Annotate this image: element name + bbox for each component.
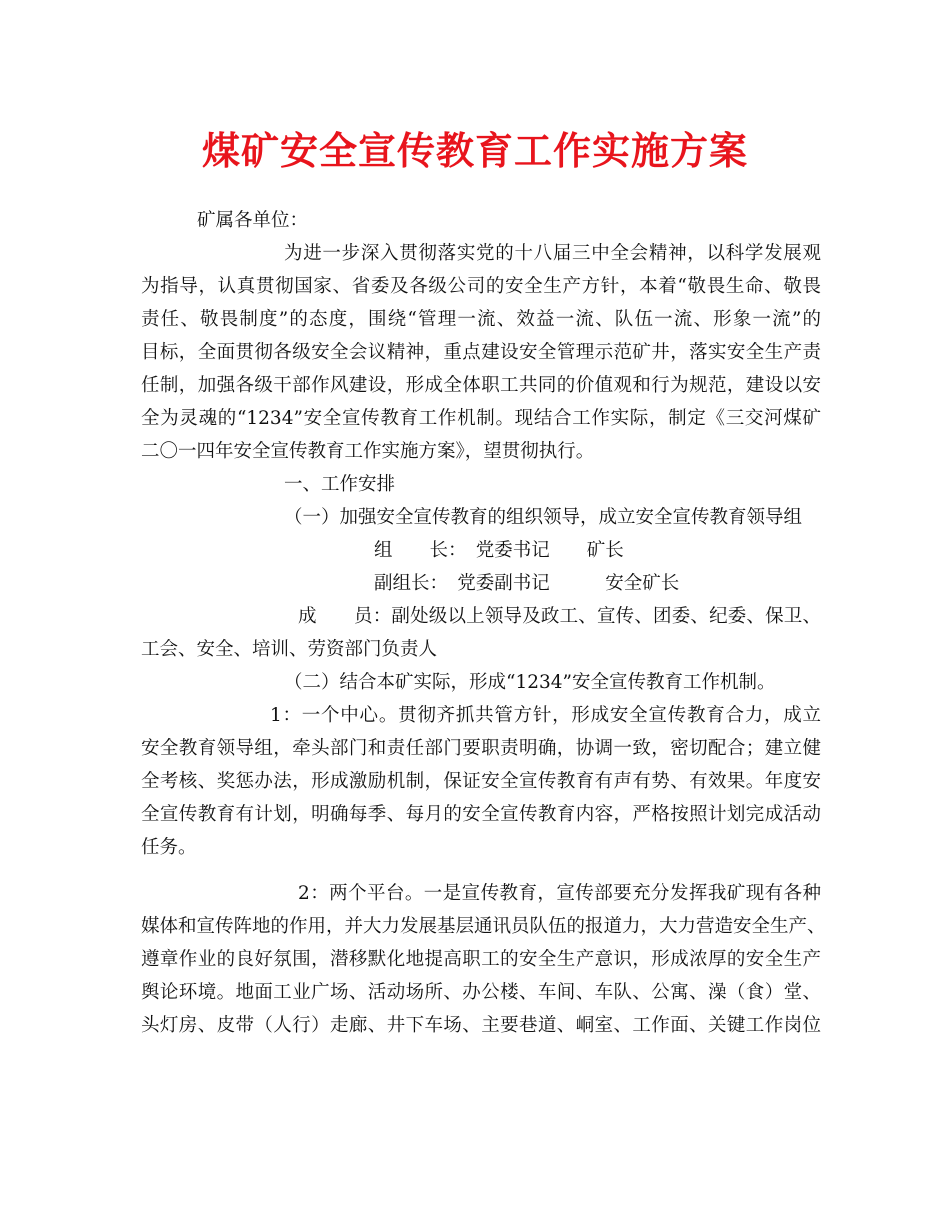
paragraph-line: 二〇一四年安全宣传教育工作实施方案》，望贯彻执行。	[141, 441, 595, 462]
paragraph-line: 全宣传教育有计划，明确每季、每月的安全宣传教育内容，严格按照计划完成活动	[141, 804, 821, 825]
paragraph-line: 媒体和宣传阵地的作用，并大力发展基层通讯员队伍的报道力，大力营造安全生产、	[141, 916, 826, 937]
paragraph-line: 目标，全面贯彻各级安全会议精神，重点建设安全管理示范矿井，落实安全生产责	[141, 342, 821, 363]
leader-line: 组 长： 党委书记 矿长	[374, 540, 624, 561]
paragraph-line: 为进一步深入贯彻落实党的十八届三中全会精神，以科学发展观	[284, 243, 821, 264]
paragraph-line: 为指导，认真贯彻国家、省委及各级公司的安全生产方针，本着“敬畏生命、敬畏	[141, 276, 821, 297]
paragraph-line: 全考核、奖惩办法，形成激励机制，保证安全宣传教育有声有势、有效果。年度安	[141, 771, 821, 792]
paragraph-line: 责任、敬畏制度”的态度，围绕“管理一流、效益一流、队伍一流、形象一流”的	[141, 309, 821, 330]
paragraph-line: 任务。	[141, 837, 197, 858]
paragraph-line: 舆论环境。地面工业广场、活动场所、办公楼、车间、车队、公寓、澡（食）堂、	[141, 982, 821, 1003]
members-line: 工会、安全、培训、劳资部门负责人	[141, 639, 438, 660]
section-heading: 一、工作安排	[284, 474, 396, 495]
paragraph-line: 头灯房、皮带（人行）走廊、井下车场、主要巷道、峒室、工作面、关键工作岗位	[141, 1015, 821, 1036]
paragraph-line: 任制，加强各级干部作风建设，形成全体职工共同的价值观和行为规范，建设以安	[141, 375, 821, 396]
members-line: 成 员：副处级以上领导及政工、宣传、团委、纪委、保卫、	[298, 606, 821, 627]
subsection-heading: （二）结合本矿实际，形成“1234”安全宣传教育工作机制。	[284, 672, 776, 693]
deputy-leader-line: 副组长： 党委副书记 安全矿长	[374, 573, 680, 594]
paragraph-line: 遵章作业的良好氛围，潜移默化地提高职工的安全生产意识，形成浓厚的安全生产	[141, 949, 821, 970]
salutation: 矿属各单位：	[197, 210, 309, 231]
subsection-heading: （一）加强安全宣传教育的组织领导，成立安全宣传教育领导组	[284, 507, 803, 528]
paragraph-line: 全为灵魂的“1234”安全宣传教育工作机制。现结合工作实际，制定《三交河煤矿	[141, 408, 821, 429]
document-title: 煤矿安全宣传教育工作实施方案	[201, 128, 748, 173]
paragraph-line: 1：一个中心。贯彻齐抓共管方针，形成安全宣传教育合力，成立	[270, 705, 821, 726]
paragraph-line: 2：两个平台。一是宣传教育，宣传部要充分发挥我矿现有各种	[298, 883, 821, 904]
paragraph-line: 安全教育领导组，牵头部门和责任部门要职责明确，协调一致，密切配合；建立健	[141, 738, 821, 759]
